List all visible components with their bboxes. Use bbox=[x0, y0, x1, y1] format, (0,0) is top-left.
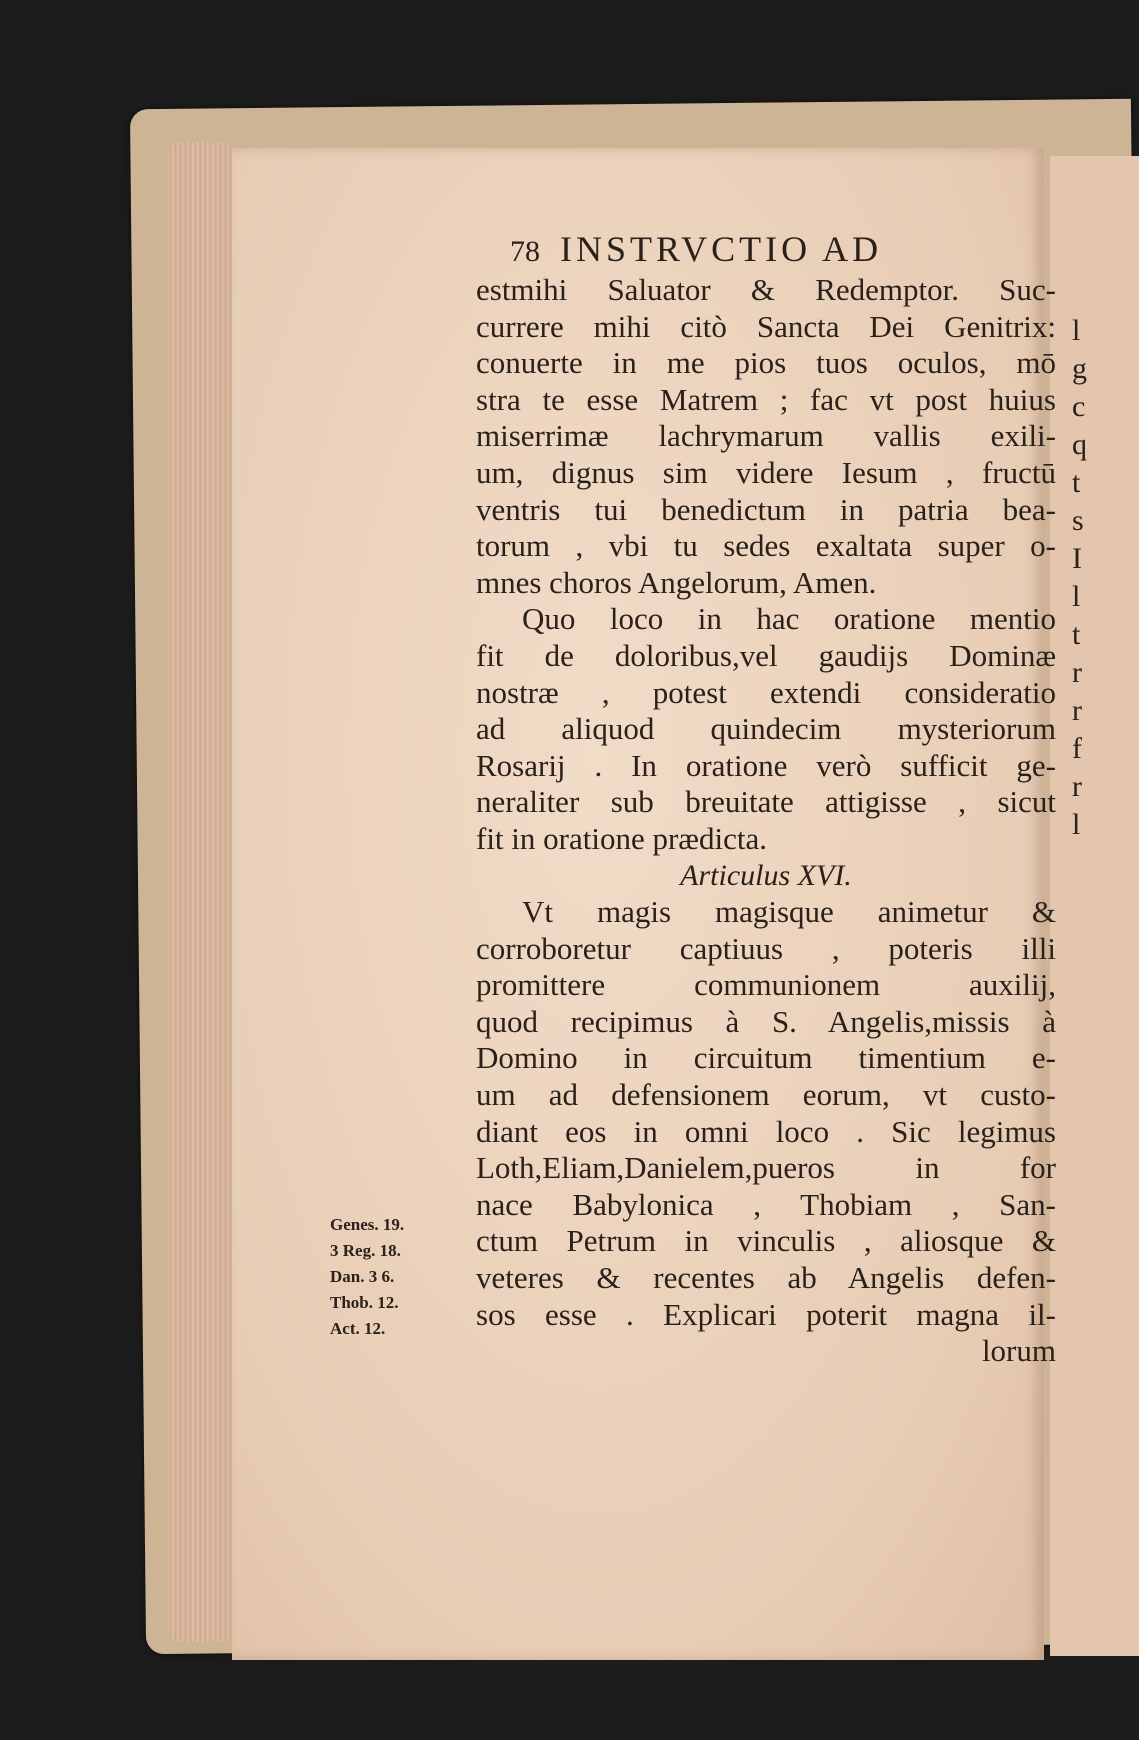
text-line: nace Babylonica , Thobiam , San- bbox=[476, 1186, 1056, 1222]
facing-letter: l bbox=[1072, 314, 1081, 347]
running-head bbox=[510, 228, 1030, 270]
running-title: INSTRVCTIO AD bbox=[560, 229, 883, 269]
text-line: um, dignus sim videre Iesum , fructū bbox=[476, 454, 1056, 490]
text-line: um ad defensionem eorum, vt custo- bbox=[476, 1077, 1056, 1113]
article-heading: Articulus XVI. bbox=[680, 858, 852, 892]
text-line: ventris tui benedictum in patria bea- bbox=[476, 491, 1056, 527]
margin-notes bbox=[330, 1212, 450, 1342]
text-line: Vt magis magisque animetur & bbox=[522, 894, 1056, 930]
text-line: diant eos in omni loco . Sic legimus bbox=[476, 1113, 1056, 1149]
text-line: mnes choros Angelorum, Amen. bbox=[476, 564, 877, 600]
facing-letter: q bbox=[1072, 428, 1087, 461]
facing-letter: r bbox=[1072, 770, 1082, 803]
facing-letter: t bbox=[1072, 618, 1081, 651]
facing-letter: s bbox=[1072, 504, 1084, 537]
facing-letter: t bbox=[1072, 466, 1081, 499]
text-line: corroboretur captiuus , poteris illi bbox=[476, 930, 1056, 966]
margin-note: Dan. 3 6. bbox=[330, 1267, 395, 1286]
text-line: conuerte in me pios tuos oculos, mō bbox=[476, 345, 1056, 381]
margin-note: Genes. 19. bbox=[330, 1215, 405, 1234]
text-line: Quo loco in hac oratione mentio bbox=[522, 601, 1056, 637]
facing-letter: r bbox=[1072, 656, 1082, 689]
text-line: stra te esse Matrem ; fac vt post huius bbox=[476, 381, 1056, 417]
text-line: veteres & recentes ab Angelis defen- bbox=[476, 1260, 1056, 1296]
text-line: estmihi Saluator & Redemptor. Suc- bbox=[476, 272, 1056, 307]
page-number: 78 bbox=[510, 235, 540, 268]
text-line: promittere communionem auxilij, bbox=[476, 967, 1056, 1003]
text-line: neraliter sub breuitate attigisse , sicut bbox=[476, 784, 1056, 820]
text-line: currere mihi citò Sancta Dei Genitrix: bbox=[476, 308, 1056, 344]
facing-letter: r bbox=[1072, 694, 1082, 727]
page-text bbox=[476, 272, 1056, 1370]
page-edges bbox=[168, 142, 228, 1642]
facing-letter: f bbox=[1072, 732, 1082, 765]
text-line: Rosarij . In oratione verò sufficit ge- bbox=[476, 747, 1056, 783]
text-line: quod recipimus à S. Angelis,missis à bbox=[476, 1003, 1056, 1039]
text-line: nostræ , potest extendi consideratio bbox=[476, 674, 1056, 710]
facing-letter: I bbox=[1072, 542, 1082, 575]
facing-letter: c bbox=[1072, 390, 1086, 423]
text-line: torum , vbi tu sedes exaltata super o- bbox=[476, 528, 1056, 564]
text-line: ctum Petrum in vinculis , aliosque & bbox=[476, 1223, 1056, 1259]
text-line: Loth,Eliam,Danielem,pueros in for bbox=[476, 1150, 1056, 1186]
facing-letter: g bbox=[1072, 352, 1087, 385]
facing-page-edge bbox=[1050, 156, 1139, 1656]
facing-letter: l bbox=[1072, 580, 1081, 613]
text-line: miserrimæ lachrymarum vallis exili- bbox=[476, 418, 1056, 454]
catchword: lorum bbox=[981, 1333, 1056, 1369]
margin-note: 3 Reg. 18. bbox=[330, 1241, 401, 1260]
text-line: ad aliquod quindecim mysteriorum bbox=[476, 711, 1056, 747]
text-line: fit in oratione prædicta. bbox=[476, 820, 767, 856]
text-line: sos esse . Explicari poterit magna il- bbox=[476, 1296, 1056, 1332]
margin-note: Thob. 12. bbox=[330, 1293, 399, 1312]
margin-note: Act. 12. bbox=[330, 1319, 386, 1338]
text-line: fit de doloribus,vel gaudijs Dominæ bbox=[476, 637, 1056, 673]
facing-letter: l bbox=[1072, 808, 1081, 841]
text-line: Domino in circuitum timentium e- bbox=[476, 1040, 1056, 1076]
